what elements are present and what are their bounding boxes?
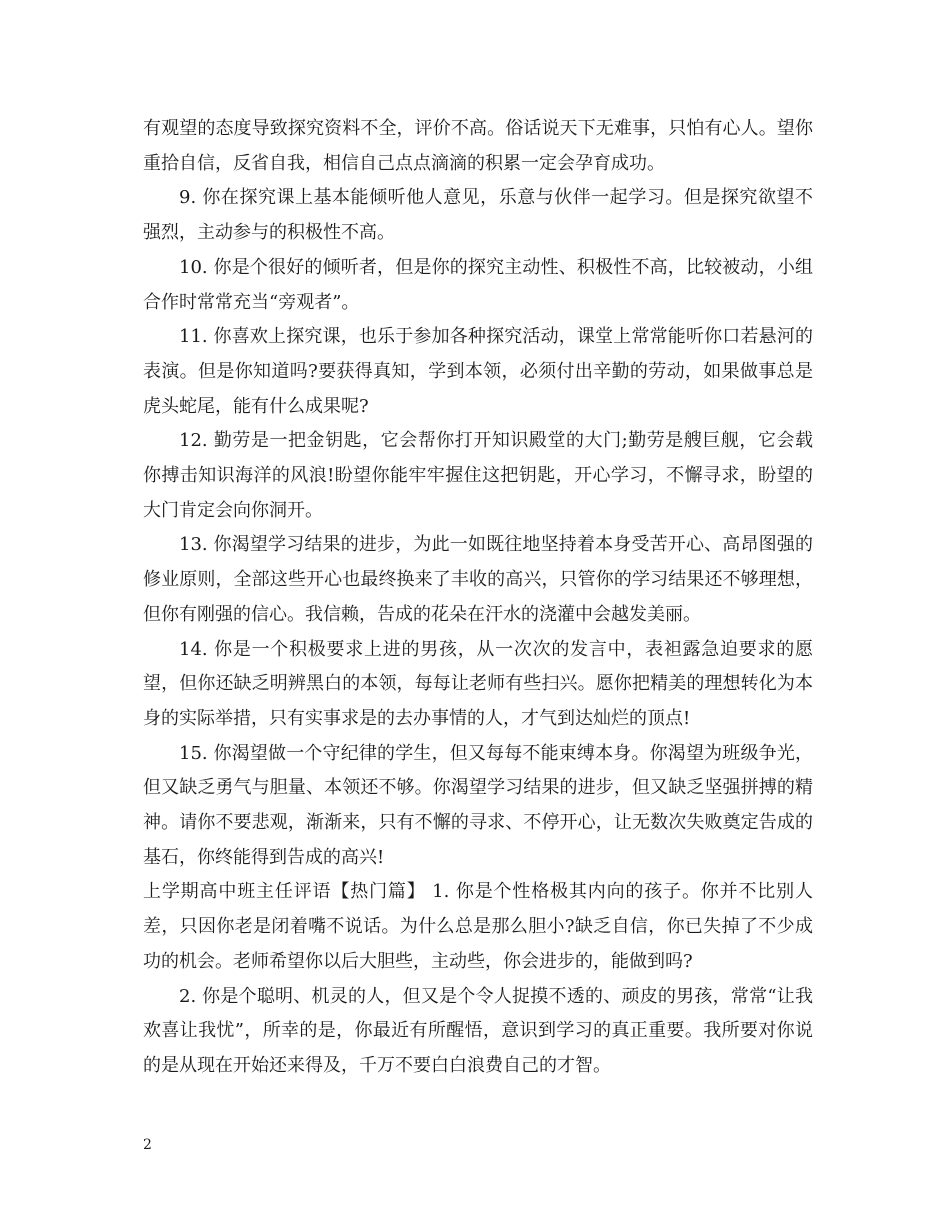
section-heading-with-item-1: 上学期高中班主任评语【热门篇】 1. 你是个性格极其内向的孩子。你并不比别人差，只因你老是闭着嘴不说话。为什么总是那么胆小?缺乏自信，你已失掉了不少成功的机会。老师希望你以后大胆些，主动些，你会进步的，能做到吗?	[143, 881, 813, 972]
comment-item-9: 9. 你在探究课上基本能倾听他人意见，乐意与伙伴一起学习。但是探究欲望不强烈，主动参与的积极性不高。	[143, 187, 813, 244]
paragraph-continuation: 有观望的态度导致探究资料不全，评价不高。俗话说天下无难事，只怕有心人。望你重拾自信，反省自我，相信自己点点滴滴的积累一定会孕育成功。	[143, 118, 813, 174]
comment-item-15: 15. 你渴望做一个守纪律的学生，但又每每不能束缚本身。你渴望为班级争光，但又缺乏勇气与胆量、本领还不够。你渴望学习结果的进步，但又缺乏坚强拼搏的精神。请你不要悲观，渐渐来，只有不懈的寻求、不停开心，让无数次失败奠定告成的基石，你终能得到告成的高兴!	[143, 742, 813, 868]
comment-item-13: 13. 你渴望学习结果的进步，为此一如既往地坚持着本身受苦开心、高昂图强的修业原则，全部这些开心也最终换来了丰收的高兴，只管你的学习结果还不够理想，但你有刚强的信心。我信赖，告成的花朵在汗水的浇灌中会越发美丽。	[143, 534, 813, 625]
body-text	[143, 112, 813, 1084]
comment-item-12: 12. 勤劳是一把金钥匙，它会帮你打开知识殿堂的大门;勤劳是艘巨舰，它会载你搏击知识海洋的风浪!盼望你能牢牢握住这把钥匙，开心学习，不懈寻求，盼望的大门肯定会向你洞开。	[143, 430, 813, 521]
comment-item-2: 2. 你是个聪明、机灵的人，但又是个令人捉摸不透的、顽皮的男孩，常常“让我欢喜让我忧”，所幸的是，你最近有所醒悟，意识到学习的真正重要。我所要对你说的是从现在开始还来得及，千万不要白白浪费自己的才智。	[143, 985, 813, 1076]
comment-item-14: 14. 你是一个积极要求上进的男孩，从一次次的发言中，表袒露急迫要求的愿望，但你还缺乏明辨黑白的本领，每每让老师有些扫兴。愿你把精美的理想转化为本身的实际举措，只有实事求是的去办事情的人，才气到达灿烂的顶点!	[143, 638, 813, 729]
page-number: 2	[143, 1137, 152, 1153]
comment-item-11: 11. 你喜欢上探究课，也乐于参加各种探究活动，课堂上常常能听你口若悬河的表演。但是你知道吗?要获得真知，学到本领，必须付出辛勤的劳动，如果做事总是虎头蛇尾，能有什么成果呢?	[143, 326, 813, 417]
comment-item-10: 10. 你是个很好的倾听者，但是你的探究主动性、积极性不高，比较被动，小组合作时常常充当“旁观者”。	[143, 256, 813, 313]
